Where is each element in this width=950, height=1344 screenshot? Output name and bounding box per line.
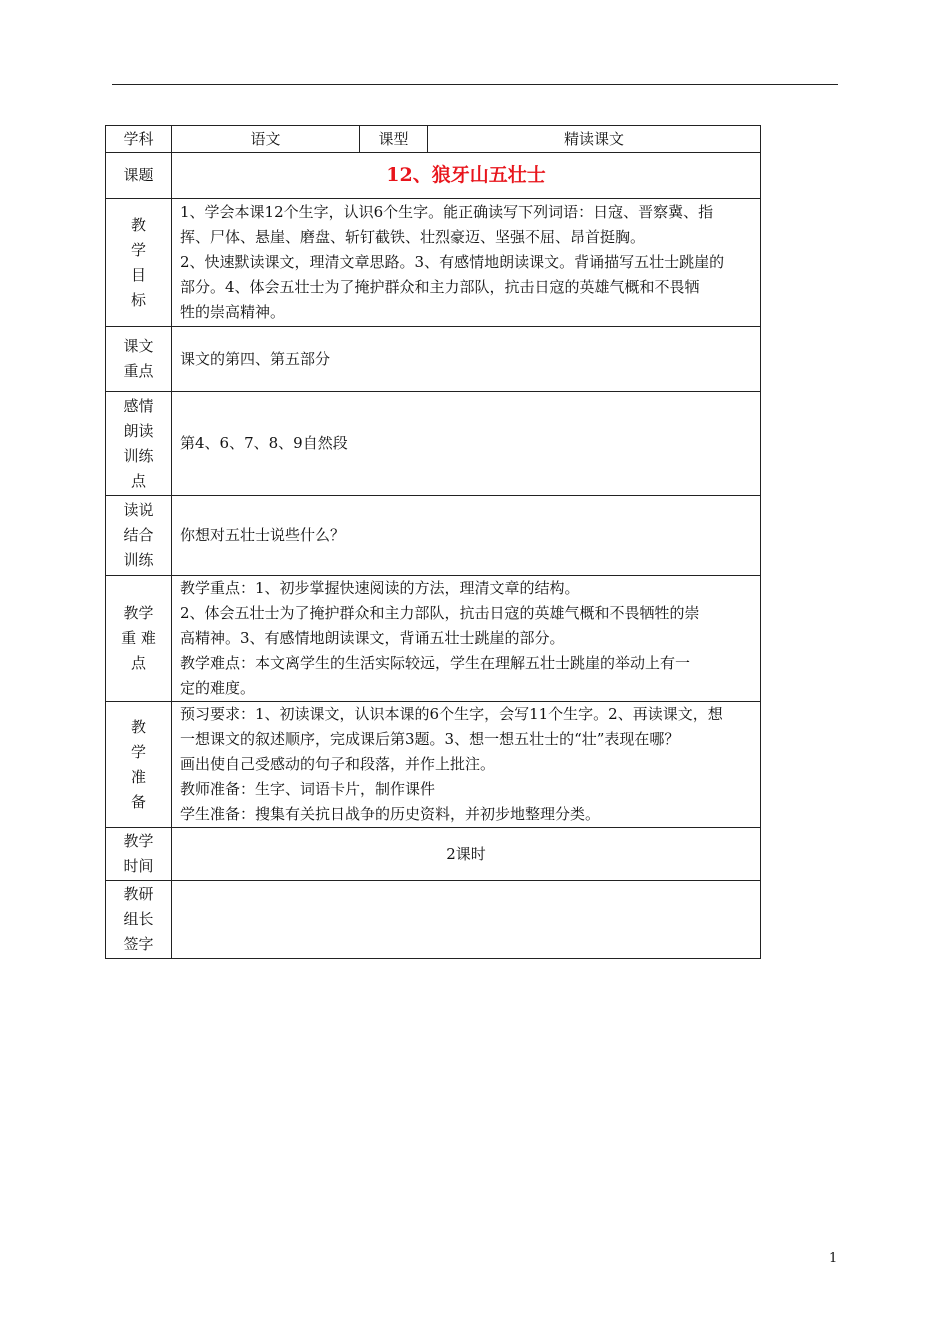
reading-label-line: 朗读: [123, 421, 154, 440]
preparation-label: [106, 702, 172, 828]
signature-field[interactable]: [172, 881, 761, 959]
difficulty-line: 教学重点：1、初步掌握快速阅读的方法，理清文章的结构。: [180, 579, 580, 597]
time-label-line: 时间: [123, 857, 154, 875]
header-rule: [112, 84, 838, 85]
goals-label-char: 目: [130, 265, 146, 284]
focus-label-line: 重点: [123, 362, 154, 380]
page-number: 1: [829, 1251, 838, 1266]
goals-label-char: 教: [130, 215, 146, 234]
reading-label-line: 感情: [123, 396, 154, 415]
time-value: 2课时: [172, 828, 761, 881]
reading-label: [106, 392, 172, 496]
difficulty-line: 定的难度。: [180, 679, 256, 697]
lesson-type-value: 精读课文: [428, 126, 761, 153]
reading-label-line: 训练: [123, 446, 154, 465]
difficulty-label-line: 重 难: [121, 629, 156, 647]
focus-label-line: 课文: [123, 337, 154, 355]
speaking-text: 你想对五壮士说些什么？: [172, 496, 761, 576]
lesson-title: 12、狼牙山五壮士: [172, 153, 761, 199]
time-row: [106, 828, 761, 881]
time-label: [106, 828, 172, 881]
speaking-label-line: 读说: [123, 501, 154, 519]
focus-text: 课文的第四、第五部分: [172, 327, 761, 392]
goals-line: 挥、尸体、悬崖、磨盘、斩钉截铁、壮烈豪迈、坚强不屈、昂首挺胸。: [180, 228, 646, 246]
preparation-line: 画出使自己受感动的句子和段落，并作上批注。: [180, 755, 496, 773]
topic-row: [106, 153, 761, 199]
difficulty-line: 2、体会五壮士为了掩护群众和主力部队，抗击日寇的英雄气概和不畏牺牲的崇: [180, 604, 700, 622]
reading-row: [106, 392, 761, 496]
difficulty-label: [106, 576, 172, 702]
goals-line: 2、快速默读课文，理清文章思路。3、有感情地朗读课文。背诵描写五壮士跳崖的: [180, 253, 725, 271]
goals-label-char: 标: [130, 290, 146, 309]
signature-label-line: 教研: [123, 885, 154, 903]
difficulty-line: 高精神。3、有感情地朗读课文，背诵五壮士跳崖的部分。: [180, 629, 565, 647]
difficulty-row: [106, 576, 761, 702]
goals-line: 1、学会本课12个生字，认识6个生字。能正确读写下列词语：日寇、晋察冀、指: [180, 203, 714, 221]
subject-value: 语文: [172, 126, 360, 153]
focus-row: [106, 327, 761, 392]
preparation-label-char: 备: [130, 792, 146, 811]
difficulty-line: 教学难点：本文离学生的生活实际较远，学生在理解五壮士跳崖的举动上有一: [180, 654, 691, 672]
header-row: [106, 126, 761, 153]
goals-line: 牲的崇高精神。: [180, 303, 286, 321]
lesson-plan-table: [105, 125, 761, 959]
goals-row: [106, 199, 761, 327]
preparation-label-char: 教: [130, 717, 146, 736]
speaking-label-line: 训练: [123, 551, 154, 569]
difficulty-label-line: 教学: [123, 604, 154, 622]
goals-label: [106, 199, 172, 327]
preparation-content: [172, 702, 761, 828]
difficulty-label-line: 点: [130, 654, 146, 672]
signature-row: [106, 881, 761, 959]
signature-label: [106, 881, 172, 959]
goals-label-char: 学: [130, 240, 146, 259]
preparation-label-char: 准: [130, 767, 146, 786]
signature-label-line: 签字: [123, 935, 154, 953]
speaking-label-line: 结合: [123, 526, 154, 544]
topic-label: 课题: [106, 153, 172, 199]
reading-label-line: 点: [130, 471, 146, 490]
time-label-line: 教学: [123, 832, 154, 850]
signature-label-line: 组长: [123, 910, 154, 928]
speaking-label: [106, 496, 172, 576]
preparation-line: 一想课文的叙述顺序，完成课后第3题。3、想一想五壮士的“壮”表现在哪？: [180, 730, 680, 748]
speaking-row: [106, 496, 761, 576]
subject-label: 学科: [106, 126, 172, 153]
preparation-line: 预习要求：1、初读课文，认识本课的6个生字，会写11个生字。2、再读课文，想: [180, 705, 723, 723]
lesson-type-label: 课型: [360, 126, 428, 153]
preparation-line: 学生准备：搜集有关抗日战争的历史资料，并初步地整理分类。: [180, 805, 601, 823]
reading-text: 第4、6、7、8、9自然段: [172, 392, 761, 496]
goals-content: [172, 199, 761, 327]
difficulty-content: [172, 576, 761, 702]
preparation-row: [106, 702, 761, 828]
goals-line: 部分。4、体会五壮士为了掩护群众和主力部队，抗击日寇的英雄气概和不畏牺: [180, 278, 700, 296]
preparation-line: 教师准备：生字、词语卡片，制作课件: [180, 780, 436, 798]
focus-label: [106, 327, 172, 392]
preparation-label-char: 学: [130, 742, 146, 761]
